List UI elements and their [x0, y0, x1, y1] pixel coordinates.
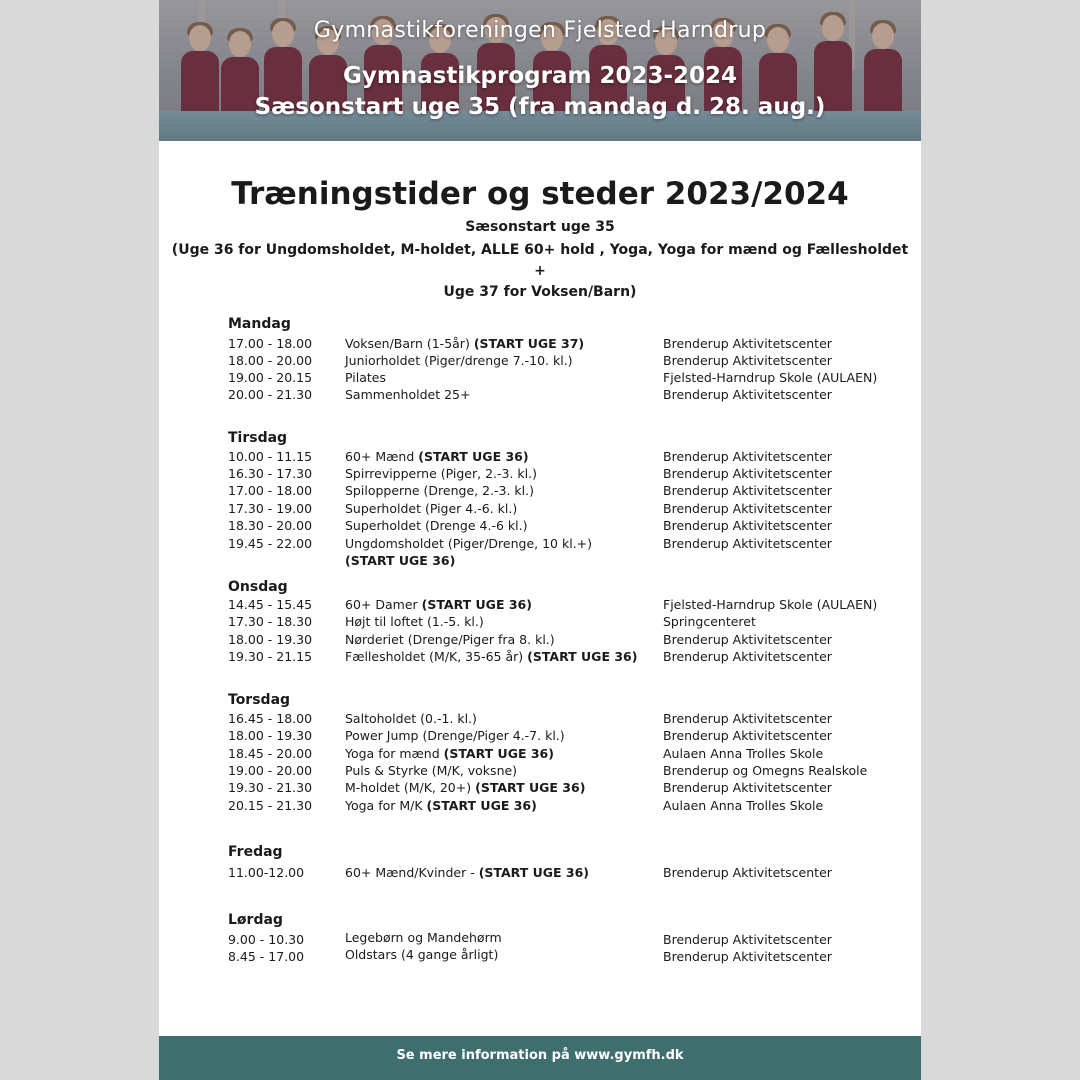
schedule-row [159, 648, 921, 665]
header-banner [159, 0, 921, 141]
row-time: 19.00 - 20.00 [228, 763, 313, 778]
row-activity: Spilopperne (Drenge, 2.-3. kl.) [345, 483, 534, 498]
schedule-row [159, 613, 921, 630]
row-time: 19.30 - 21.30 [228, 780, 313, 795]
row-location: Brenderup Aktivitetscenter [663, 536, 832, 551]
row-activity: Superholdet (Drenge 4.-6 kl.) [345, 518, 528, 533]
row-time: 9.00 - 10.30 [228, 932, 305, 947]
start-week-tag: (START UGE 36) [443, 746, 554, 761]
schedule-row [159, 727, 921, 744]
row-location: Brenderup Aktivitetscenter [663, 865, 832, 880]
row-time: 19.00 - 20.15 [228, 370, 313, 385]
start-week-tag: (START UGE 36) [345, 553, 456, 568]
row-activity: Pilates [345, 370, 386, 385]
row-time: 16.45 - 18.00 [228, 711, 313, 726]
schedule-row [159, 745, 921, 762]
footer-info-link[interactable]: Se mere information på www.gymfh.dk [396, 1048, 684, 1063]
program-title: Gymnastikprogram 2023-2024 [342, 63, 738, 89]
row-time: 8.45 - 17.00 [228, 949, 305, 964]
row-activity [345, 552, 455, 569]
day-heading-fredag: Fredag [228, 844, 283, 860]
row-time: 18.00 - 20.00 [228, 353, 313, 368]
season-note [169, 240, 911, 303]
row-location: Fjelsted-Harndrup Skole (AULAEN) [663, 370, 878, 385]
row-location: Brenderup Aktivitetscenter [663, 949, 832, 964]
schedule-row [159, 631, 921, 648]
poster [159, 0, 921, 1080]
schedule-row [159, 762, 921, 779]
row-time: 18.00 - 19.30 [228, 728, 313, 743]
day-heading-torsdag: Torsdag [228, 692, 291, 708]
schedule-row [159, 386, 921, 403]
row-activity [345, 864, 589, 881]
schedule-row [159, 710, 921, 727]
row-time: 20.00 - 21.30 [228, 387, 313, 402]
row-location: Aulaen Anna Trolles Skole [663, 798, 824, 813]
activity-name: Yoga for mænd [345, 746, 440, 761]
season-start-headline: Sæsonstart uge 35 (fra mandag d. 28. aug.) [254, 94, 826, 120]
row-time: 19.30 - 21.15 [228, 649, 313, 664]
day-heading-lordag: Lørdag [228, 912, 283, 928]
activity-name: Fællesholdet (M/K, 35-65 år) [345, 649, 524, 664]
start-week-tag: (START UGE 36) [418, 449, 529, 464]
row-activity [345, 648, 637, 665]
row-activity: Ungdomsholdet (Piger/Drenge, 10 kl.+) [345, 536, 592, 551]
day-heading-onsdag: Onsdag [228, 579, 288, 595]
row-activity: Højt til loftet (1.-5. kl.) [345, 614, 484, 629]
schedule-row [159, 448, 921, 465]
row-activity: Sammenholdet 25+ [345, 387, 471, 402]
row-activity [345, 745, 554, 762]
row-time: 17.00 - 18.00 [228, 336, 313, 351]
row-time: 16.30 - 17.30 [228, 466, 313, 481]
row-time: 19.45 - 22.00 [228, 536, 313, 551]
row-time: 20.15 - 21.30 [228, 798, 313, 813]
club-name: Gymnastikforeningen Fjelsted-Harndrup [313, 18, 767, 43]
activity-name: 60+ Damer [345, 597, 418, 612]
activity-name: Yoga for M/K [345, 798, 423, 813]
schedule-row [159, 948, 921, 965]
schedule-row [159, 500, 921, 517]
row-activity: Legebørn og Mandehørm [345, 930, 502, 945]
schedule-row [159, 517, 921, 534]
start-week-tag: (START UGE 36) [421, 597, 532, 612]
schedule-row [159, 864, 921, 881]
row-activity: Saltoholdet (0.-1. kl.) [345, 711, 477, 726]
activity-name: M-holdet (M/K, 20+) [345, 780, 472, 795]
row-location: Brenderup Aktivitetscenter [663, 501, 832, 516]
row-time: 17.00 - 18.00 [228, 483, 313, 498]
row-location: Springcenteret [663, 614, 756, 629]
row-time: 18.30 - 20.00 [228, 518, 313, 533]
row-time: 10.00 - 11.15 [228, 449, 313, 464]
row-time: 18.45 - 20.00 [228, 746, 313, 761]
row-activity [345, 779, 585, 796]
row-activity: Oldstars (4 gange årligt) [345, 947, 499, 962]
season-note-line: Uge 37 for Voksen/Barn) [443, 284, 637, 300]
schedule-row [159, 797, 921, 814]
row-activity: Nørderiet (Drenge/Piger fra 8. kl.) [345, 632, 555, 647]
row-activity: Spirrevipperne (Piger, 2.-3. kl.) [345, 466, 537, 481]
schedule-row [159, 465, 921, 482]
schedule-row [159, 779, 921, 796]
row-location: Brenderup Aktivitetscenter [663, 728, 832, 743]
row-location: Brenderup Aktivitetscenter [663, 466, 832, 481]
schedule-row [159, 931, 921, 948]
row-location: Brenderup Aktivitetscenter [663, 449, 832, 464]
row-time: 18.00 - 19.30 [228, 632, 313, 647]
row-location: Brenderup Aktivitetscenter [663, 780, 832, 795]
row-activity: Puls & Styrke (M/K, voksne) [345, 763, 518, 778]
row-location: Brenderup Aktivitetscenter [663, 483, 832, 498]
row-location: Brenderup Aktivitetscenter [663, 387, 832, 402]
schedule-row [159, 352, 921, 369]
start-week-tag: (START UGE 36) [527, 649, 638, 664]
day-heading-mandag: Mandag [228, 316, 291, 332]
schedule-row [159, 535, 921, 552]
row-location: Brenderup Aktivitetscenter [663, 932, 832, 947]
row-location: Brenderup og Omegns Realskole [663, 763, 868, 778]
row-location: Brenderup Aktivitetscenter [663, 632, 832, 647]
row-activity [345, 335, 584, 352]
start-week-tag: (START UGE 36) [475, 780, 586, 795]
row-location: Brenderup Aktivitetscenter [663, 711, 832, 726]
row-time: 17.30 - 19.00 [228, 501, 313, 516]
row-time: 17.30 - 18.30 [228, 614, 313, 629]
row-location: Brenderup Aktivitetscenter [663, 649, 832, 664]
row-activity: Juniorholdet (Piger/drenge 7.-10. kl.) [345, 353, 573, 368]
row-activity [345, 596, 532, 613]
schedule-row [159, 596, 921, 613]
row-activity [345, 797, 537, 814]
row-location: Brenderup Aktivitetscenter [663, 336, 832, 351]
schedule-row-continued [159, 552, 921, 569]
start-week-tag: (START UGE 36) [426, 798, 537, 813]
row-location: Aulaen Anna Trolles Skole [663, 746, 824, 761]
season-note-line: (Uge 36 for Ungdomsholdet, M-holdet, ALLE 60+ hold , Yoga, Yoga for mænd og Fællesholdet + [171, 242, 909, 279]
row-location: Brenderup Aktivitetscenter [663, 518, 832, 533]
row-activity: Power Jump (Drenge/Piger 4.-7. kl.) [345, 728, 565, 743]
row-activity [345, 448, 529, 465]
start-week-tag: (START UGE 36) [478, 865, 589, 880]
schedule-row [159, 335, 921, 352]
row-activity: Superholdet (Piger 4.-6. kl.) [345, 501, 518, 516]
start-week-tag: (START UGE 37) [473, 336, 585, 351]
schedule-row [159, 482, 921, 499]
schedule-row [159, 369, 921, 386]
day-heading-tirsdag: Tirsdag [228, 430, 288, 446]
row-location: Brenderup Aktivitetscenter [663, 353, 832, 368]
activity-name: 60+ Mænd/Kvinder - [345, 865, 475, 880]
activity-name: 60+ Mænd [345, 449, 415, 464]
page-title: Træningstider og steder 2023/2024 [231, 176, 849, 212]
row-time: 11.00-12.00 [228, 865, 305, 880]
row-time: 14.45 - 15.45 [228, 597, 313, 612]
season-subtitle: Sæsonstart uge 35 [465, 219, 615, 235]
footer-bar [159, 1036, 921, 1080]
row-location: Fjelsted-Harndrup Skole (AULAEN) [663, 597, 878, 612]
activity-name: Voksen/Barn (1-5år) [345, 336, 470, 351]
